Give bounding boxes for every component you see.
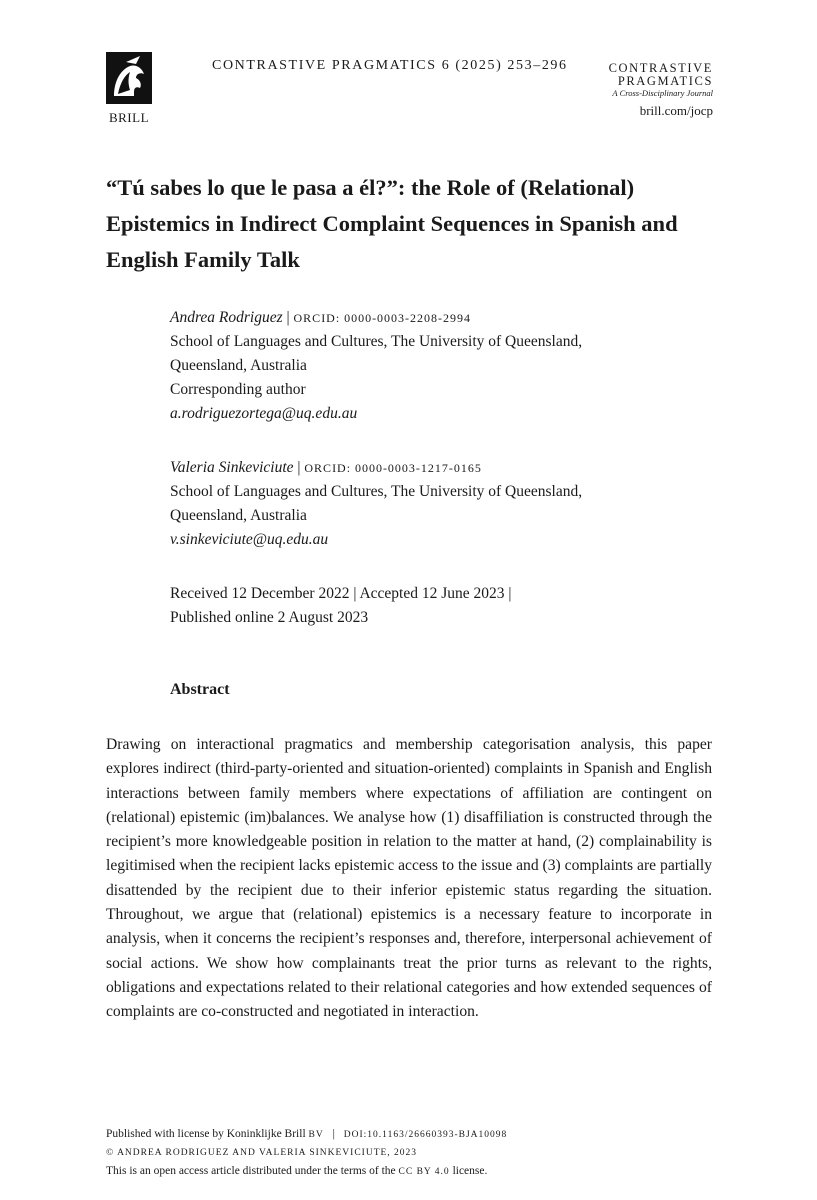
affiliation-line: School of Languages and Cultures, The University of Queensland,	[170, 483, 583, 500]
journal-name-line2: PRAGMATICS	[617, 74, 713, 88]
separator: |	[332, 1128, 335, 1140]
journal-tagline: A Cross-Disciplinary Journal	[612, 88, 713, 98]
author-email-link[interactable]: a.rodriguezortega@uq.edu.au	[170, 405, 358, 422]
abstract-heading: Abstract	[170, 681, 230, 698]
author-name: Valeria Sinkeviciute	[170, 459, 294, 476]
oa-text: This is an open access article distributed under the terms of the	[106, 1165, 396, 1177]
author-email-link[interactable]: v.sinkeviciute@uq.edu.au	[170, 531, 329, 548]
affiliation-line: Queensland, Australia	[170, 357, 307, 374]
dates-line: Published online 2 August 2023	[170, 609, 369, 626]
separator: |	[297, 459, 305, 476]
license-text: Published with license by Koninklijke Brill	[106, 1128, 306, 1140]
author-name-line	[170, 306, 582, 330]
orcid-label: ORCID:	[293, 311, 341, 325]
separator: |	[286, 309, 294, 326]
author-block	[170, 306, 582, 426]
author-block	[170, 456, 582, 552]
affiliation-line: Queensland, Australia	[170, 507, 307, 524]
brill-logo	[106, 52, 152, 104]
oa-suffix: license.	[452, 1165, 488, 1177]
affiliation-line: School of Languages and Cultures, The University of Queensland,	[170, 333, 583, 350]
orcid-label: ORCID:	[304, 461, 352, 475]
journal-name-line1: CONTRASTIVE	[608, 61, 713, 75]
journal-citation: CONTRASTIVE PRAGMATICS 6 (2025) 253–296	[212, 58, 568, 73]
orcid-link[interactable]: 0000-0003-1217-0165	[354, 461, 482, 475]
author-name: Andrea Rodriguez	[170, 309, 283, 326]
license-bv: BV	[308, 1130, 324, 1140]
publisher-name: BRILL	[108, 110, 150, 125]
abstract-text: Drawing on interactional pragmatics and membership categorisation analysis, this paper explores indirect (third-party-oriented and situation-oriented) complaints in Spanish and English interactions between family members where expectations of affiliation are contingent on (relational) epistemic (im)balances. We analyse how (1) disaffiliation is constructed through the recipient’s more knowledgeable position in relation to the matter at hand, (2) complainability is legitimised when the recipient lacks epistemic access to the issue and (3) complaints are partially disattended by the recipient due to their inferior epistemic status regarding the situation. Throughout, we argue that (relational) epistemics is a necessary feature to incorporate in analysis, when it concerns the recipient’s responses and, therefore, interpersonal achievement of social actions. We show how complainants treat the prior turns as relevant to the rights, obligations and expectations related to their relational categories and how extended sequences of complaints are co-constructed and negotiated in interaction.	[106, 736, 712, 1021]
journal-masthead	[513, 62, 713, 119]
article-title: “Tú sabes lo que le pasa a él?”: the Role of (Relational) Epistemics in Indirect Complaint Sequences in Spanish and English Family Talk	[106, 175, 678, 272]
athena-helmet-icon	[106, 52, 152, 104]
copyright-line: © ANDREA RODRIGUEZ AND VALERIA SINKEVICIUTE, 2023	[106, 1148, 418, 1158]
open-access-line	[106, 1162, 726, 1181]
cc-license-link[interactable]: CC BY 4.0	[398, 1167, 450, 1177]
orcid-link[interactable]: 0000-0003-2208-2994	[344, 311, 472, 325]
dates-line: Received 12 December 2022 | Accepted 12 June 2023 |	[170, 585, 512, 602]
license-line	[106, 1125, 726, 1144]
doi-link[interactable]: DOI:10.1163/26660393-BJA10098	[343, 1130, 508, 1140]
publication-dates	[170, 582, 512, 630]
author-name-line	[170, 456, 582, 480]
journal-url-link[interactable]: brill.com/jocp	[639, 103, 713, 118]
corresponding-author-note: Corresponding author	[170, 381, 306, 398]
license-footer	[106, 1125, 726, 1181]
